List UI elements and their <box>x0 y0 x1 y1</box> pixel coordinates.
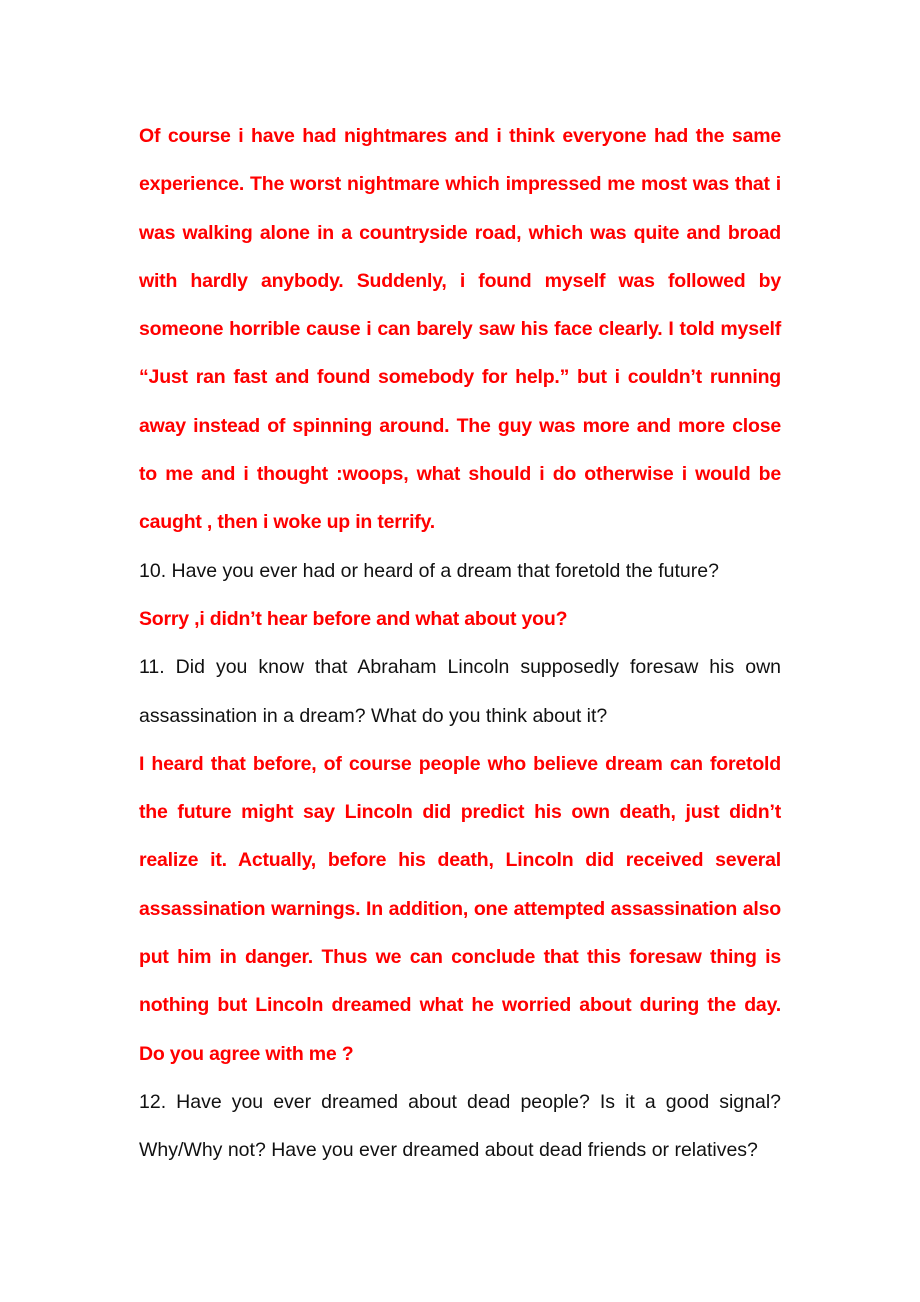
answer-10: Sorry ,i didn’t hear before and what about you? <box>139 607 568 630</box>
answer-nightmare: Of course i have had nightmares and i think everyone had the same experience. The worst nightmare which impressed me most was that i was walking alone in a countryside road, which was quite and broad with hardly anybody. Suddenly, i found myself was followed by someone horrible cause i can barely saw his face clearly. I told myself “Just ran fast and found somebody for help.” but i couldn’t running away instead of spinning around. The guy was more and more close to me and i thought :woops, what should i do otherwise i would be caught , then i woke up in terrify. <box>139 125 781 534</box>
question-12: 12. Have you ever dreamed about dead people? Is it a good signal? Why/Why not? Have you ever dreamed about dead friends or relatives? <box>139 1090 781 1162</box>
answer-11: I heard that before, of course people who believe dream can foretold the future might say Lincoln did predict his own death, just didn’t realize it. Actually, before his death, Lincoln did received several assassination warnings. In addition, one attempted assassination also put him in danger. Thus we can conclude that this foresaw thing is nothing but Lincoln dreamed what he worried about during the day. Do you agree with me ? <box>139 752 781 1065</box>
question-10: 10. Have you ever had or heard of a dream that foretold the future? <box>139 559 719 582</box>
question-11: 11. Did you know that Abraham Lincoln supposedly foresaw his own assassination in a dream? What do you think about it? <box>139 656 781 727</box>
document-page <box>139 112 781 1175</box>
